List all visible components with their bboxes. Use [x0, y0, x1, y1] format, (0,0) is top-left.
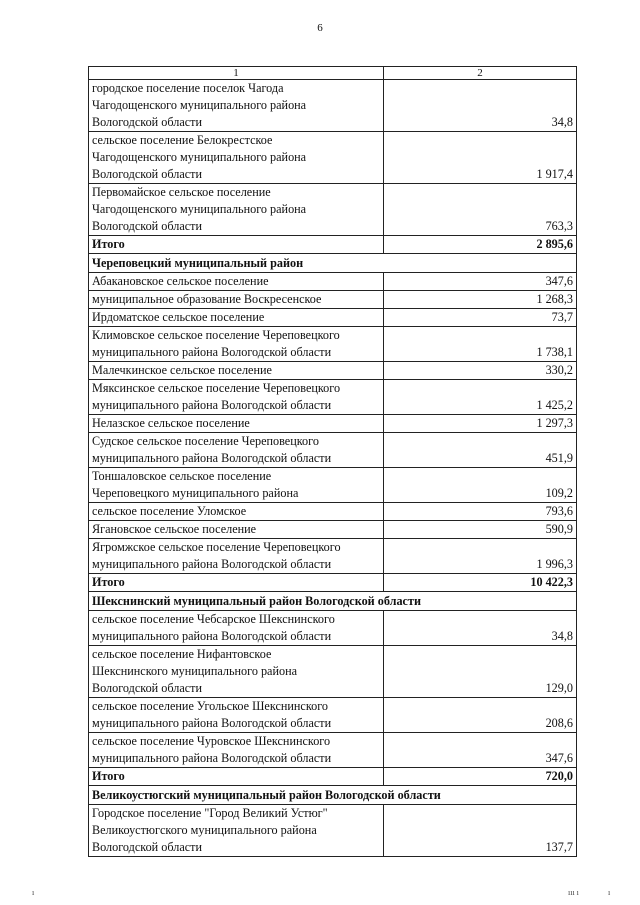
total-row [89, 768, 577, 786]
name-line: муниципального района Вологодской области [92, 629, 332, 643]
column-header-2: 2 [384, 67, 577, 80]
name-line: Чагодощенского муниципального района [92, 150, 307, 164]
amount-value: 1 425,2 [384, 380, 577, 415]
section-title [89, 592, 577, 611]
settlement-name [89, 327, 384, 362]
settlement-name [89, 380, 384, 415]
total-value: 2 895,6 [384, 236, 577, 254]
amount-value: 1 297,3 [384, 415, 577, 433]
name-line: сельское поселение Белокрестское [92, 133, 273, 147]
name-line: муниципального района Вологодской области [92, 751, 332, 765]
amount-value: 109,2 [384, 468, 577, 503]
table-row [89, 273, 577, 291]
amount-value: 34,8 [384, 611, 577, 646]
section-row [89, 592, 577, 611]
name-line: Судское сельское поселение Череповецкого [92, 434, 319, 448]
settlement-name [89, 362, 384, 380]
table-row [89, 132, 577, 184]
name-line: Шекснинского муниципального района [92, 664, 298, 678]
settlement-name [89, 521, 384, 539]
name-line: муниципального района Вологодской области [92, 345, 332, 359]
section-title [89, 254, 577, 273]
settlement-name [89, 733, 384, 768]
settlement-name [89, 468, 384, 503]
name-line: муниципального района Вологодской области [92, 716, 332, 730]
settlement-name [89, 805, 384, 857]
table-header-row [89, 67, 577, 80]
section-row [89, 786, 577, 805]
settlement-name [89, 132, 384, 184]
name-line: Итого [92, 769, 125, 783]
name-line: муниципального района Вологодской области [92, 557, 332, 571]
name-line: сельское поселение Чебсарское Шекснинского [92, 612, 335, 626]
settlement-name [89, 291, 384, 309]
amount-value: 347,6 [384, 733, 577, 768]
table-row [89, 291, 577, 309]
table-row [89, 539, 577, 574]
name-line: Вологодской области [92, 219, 202, 233]
allocation-table [88, 66, 577, 857]
name-line: Мяксинское сельское поселение Череповецкого [92, 381, 341, 395]
amount-value: 451,9 [384, 433, 577, 468]
name-line: Климовское сельское поселение Череповецкого [92, 328, 340, 342]
settlement-name [89, 273, 384, 291]
amount-value: 208,6 [384, 698, 577, 733]
amount-value: 1 917,4 [384, 132, 577, 184]
total-label [89, 574, 384, 592]
name-line: Вологодской области [92, 681, 202, 695]
name-line: сельское поселение Чуровское Шекснинского [92, 734, 331, 748]
settlement-name [89, 539, 384, 574]
amount-value: 129,0 [384, 646, 577, 698]
amount-value: 1 738,1 [384, 327, 577, 362]
name-line: Ягромжское сельское поселение Череповецкого [92, 540, 341, 554]
name-line: сельское поселение Уломское [92, 504, 247, 518]
table-row [89, 698, 577, 733]
name-line: Тоншаловское сельское поселение [92, 469, 272, 483]
name-line: городское поселение поселок Чагода [92, 81, 284, 95]
amount-value: 330,2 [384, 362, 577, 380]
settlement-name [89, 415, 384, 433]
section-title-text: Череповецкий муниципальный район [92, 256, 304, 270]
name-line: муниципального района Вологодской области [92, 398, 332, 412]
total-label [89, 236, 384, 254]
total-label [89, 768, 384, 786]
name-line: Итого [92, 575, 125, 589]
section-title [89, 786, 577, 805]
amount-value: 1 268,3 [384, 291, 577, 309]
table-row [89, 503, 577, 521]
table-row [89, 415, 577, 433]
settlement-name [89, 309, 384, 327]
total-value: 720,0 [384, 768, 577, 786]
name-line: Вологодской области [92, 167, 202, 181]
name-line: Ирдоматское сельское поселение [92, 310, 265, 324]
name-line: сельское поселение Нифантовское [92, 647, 272, 661]
name-line: Вологодской области [92, 115, 202, 129]
name-line: Городское поселение "Город Великий Устюг" [92, 806, 328, 820]
table-row [89, 646, 577, 698]
settlement-name [89, 184, 384, 236]
name-line: муниципальное образование Воскресенское [92, 292, 322, 306]
amount-value: 763,3 [384, 184, 577, 236]
amount-value: 34,8 [384, 80, 577, 132]
table-row [89, 733, 577, 768]
table-row [89, 805, 577, 857]
section-title-text: Шекснинский муниципальный район Вологодской области [92, 594, 421, 608]
name-line: Великоустюгского муниципального района [92, 823, 317, 837]
name-line: Малечкинское сельское поселение [92, 363, 272, 377]
scan-mark-right: ııı ı [568, 888, 579, 897]
name-line: муниципального района Вологодской области [92, 451, 332, 465]
table-row [89, 611, 577, 646]
name-line: Череповецкого муниципального района [92, 486, 299, 500]
amount-value: 793,6 [384, 503, 577, 521]
total-row [89, 236, 577, 254]
table-row [89, 433, 577, 468]
section-title-text: Великоустюгский муниципальный район Вологодской области [92, 788, 441, 802]
section-row [89, 254, 577, 273]
settlement-name [89, 611, 384, 646]
scan-mark-left: ı [32, 888, 35, 897]
total-value: 10 422,3 [384, 574, 577, 592]
name-line: Абакановское сельское поселение [92, 274, 269, 288]
table-row [89, 521, 577, 539]
settlement-name [89, 503, 384, 521]
table-row [89, 309, 577, 327]
scan-mark-corner: ı [608, 888, 611, 897]
amount-value: 73,7 [384, 309, 577, 327]
table-row [89, 184, 577, 236]
table-row [89, 327, 577, 362]
amount-value: 1 996,3 [384, 539, 577, 574]
settlement-name [89, 698, 384, 733]
settlement-name [89, 80, 384, 132]
name-line: Чагодощенского муниципального района [92, 202, 307, 216]
table-row [89, 468, 577, 503]
name-line: Первомайское сельское поселение [92, 185, 271, 199]
amount-value: 590,9 [384, 521, 577, 539]
settlement-name [89, 433, 384, 468]
column-header-1: 1 [89, 67, 384, 80]
name-line: Ягановское сельское поселение [92, 522, 257, 536]
amount-value: 137,7 [384, 805, 577, 857]
table-row [89, 80, 577, 132]
total-row [89, 574, 577, 592]
name-line: Вологодской области [92, 840, 202, 854]
page-number: 6 [317, 22, 323, 34]
name-line: Итого [92, 237, 125, 251]
amount-value: 347,6 [384, 273, 577, 291]
name-line: сельское поселение Угольское Шекснинского [92, 699, 329, 713]
settlement-name [89, 646, 384, 698]
table-row [89, 380, 577, 415]
name-line: Чагодощенского муниципального района [92, 98, 307, 112]
name-line: Нелазское сельское поселение [92, 416, 250, 430]
table-row [89, 362, 577, 380]
